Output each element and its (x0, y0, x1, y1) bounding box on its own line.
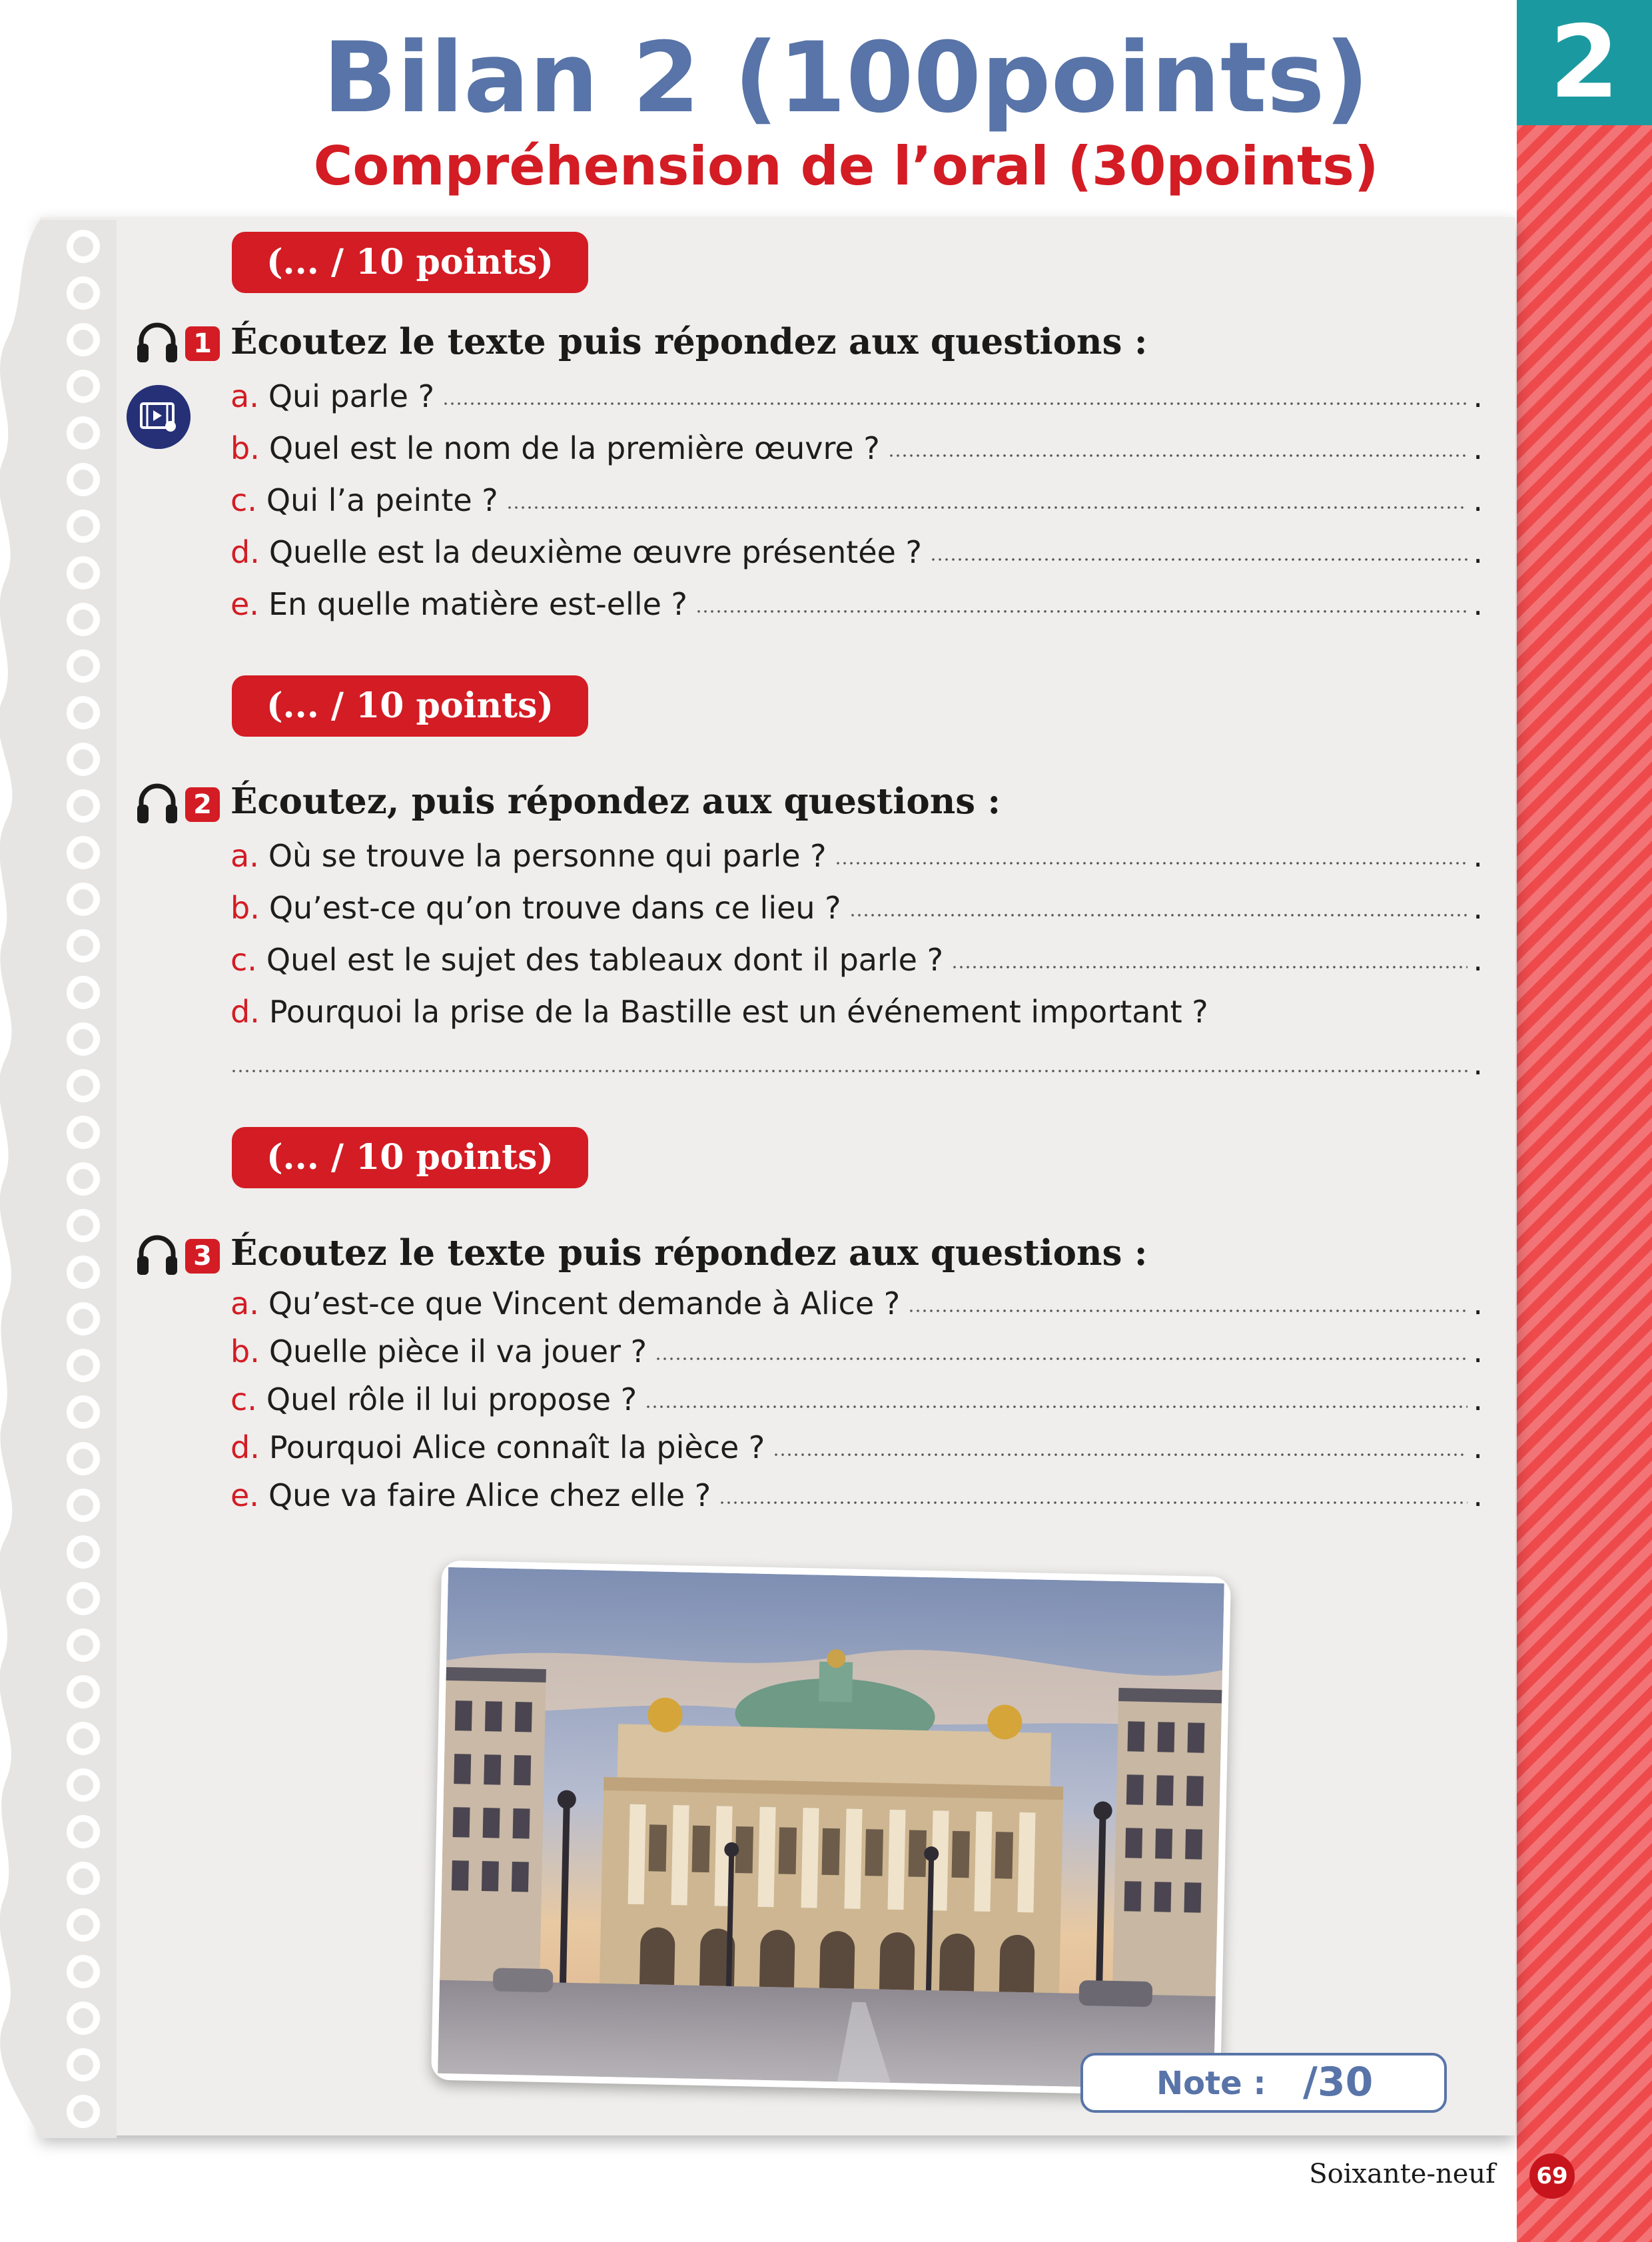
answer-line[interactable] (645, 1405, 1467, 1409)
answer-line[interactable] (888, 454, 1468, 458)
question-1b: b. Quel est le nom de la première œuvre ? . (230, 430, 1483, 466)
question-3c: c. Quel rôle il lui propose ? . (230, 1381, 1483, 1417)
answer-line[interactable] (506, 506, 1468, 510)
note-label: Note : (1156, 2065, 1266, 2102)
exercise-instruction-3: Écoutez le texte puis répondez aux questions : (230, 1232, 1148, 1274)
exercise-instruction-2: Écoutez, puis répondez aux questions : (230, 781, 1001, 822)
exercise-number-1: 1 (185, 326, 220, 361)
side-stripe-band (1517, 0, 1652, 2242)
answer-line[interactable] (230, 1069, 1467, 1073)
headphones-icon[interactable] (136, 1231, 179, 1278)
question-1e: e. En quelle matière est-elle ? . (230, 586, 1483, 622)
score-note-box (1080, 2053, 1447, 2113)
answer-line[interactable] (773, 1453, 1467, 1457)
question-2d: d. Pourquoi la prise de la Bastille est un événement important ? (230, 994, 1208, 1030)
answer-line[interactable] (930, 558, 1467, 561)
opera-garnier-photo (431, 1561, 1231, 2097)
exercise-number-3: 3 (185, 1239, 220, 1274)
chapter-tab: 2 (1517, 0, 1652, 125)
headphones-icon[interactable] (136, 779, 179, 826)
answer-line[interactable] (951, 965, 1467, 969)
question-2b: b. Qu’est-ce qu’on trouve dans ce lieu ? . (230, 890, 1483, 926)
question-2d-answer-row: . (230, 1040, 1483, 1087)
answer-line[interactable] (849, 913, 1468, 917)
question-3e: e. Que va faire Alice chez elle ? . (230, 1477, 1483, 1513)
question-3b: b. Quelle pièce il va jouer ? . (230, 1333, 1483, 1369)
exercise-number-2: 2 (185, 787, 220, 822)
answer-line[interactable] (835, 861, 1468, 865)
exercise-instruction-1: Écoutez le texte puis répondez aux questions : (230, 321, 1148, 362)
points-badge-1: (... / 10 points) (232, 232, 588, 293)
answer-line[interactable] (695, 609, 1467, 613)
question-1d: d. Quelle est la deuxième œuvre présentée ? . (230, 534, 1483, 570)
answer-line[interactable] (908, 1309, 1467, 1313)
answer-line[interactable] (442, 402, 1467, 406)
answer-line[interactable] (719, 1501, 1467, 1505)
points-badge-3: (... / 10 points) (232, 1127, 588, 1188)
page-title: Bilan 2 (100points) (322, 21, 1370, 135)
page-number-badge: 69 (1529, 2153, 1575, 2199)
headphones-icon[interactable] (136, 318, 179, 365)
question-3d: d. Pourquoi Alice connaît la pièce ? . (230, 1429, 1483, 1465)
answer-line[interactable] (655, 1357, 1467, 1361)
question-1a: a. Qui parle ? . (230, 378, 1483, 414)
page-subtitle: Compréhension de l’oral (30points) (313, 135, 1379, 197)
note-total: /30 (1303, 2059, 1374, 2105)
question-3a: a. Qu’est-ce que Vincent demande à Alice ? . (230, 1286, 1483, 1321)
question-2c: c. Quel est le sujet des tableaux dont il parle ? . (230, 942, 1483, 978)
question-1c: c. Qui l’a peinte ? . (230, 482, 1483, 518)
question-2a: a. Où se trouve la personne qui parle ? . (230, 838, 1483, 874)
torn-binding-holes (0, 220, 117, 2138)
page-number-words: Soixante-neuf (1309, 2159, 1495, 2189)
video-icon[interactable] (127, 385, 191, 449)
points-badge-2: (... / 10 points) (232, 675, 588, 737)
